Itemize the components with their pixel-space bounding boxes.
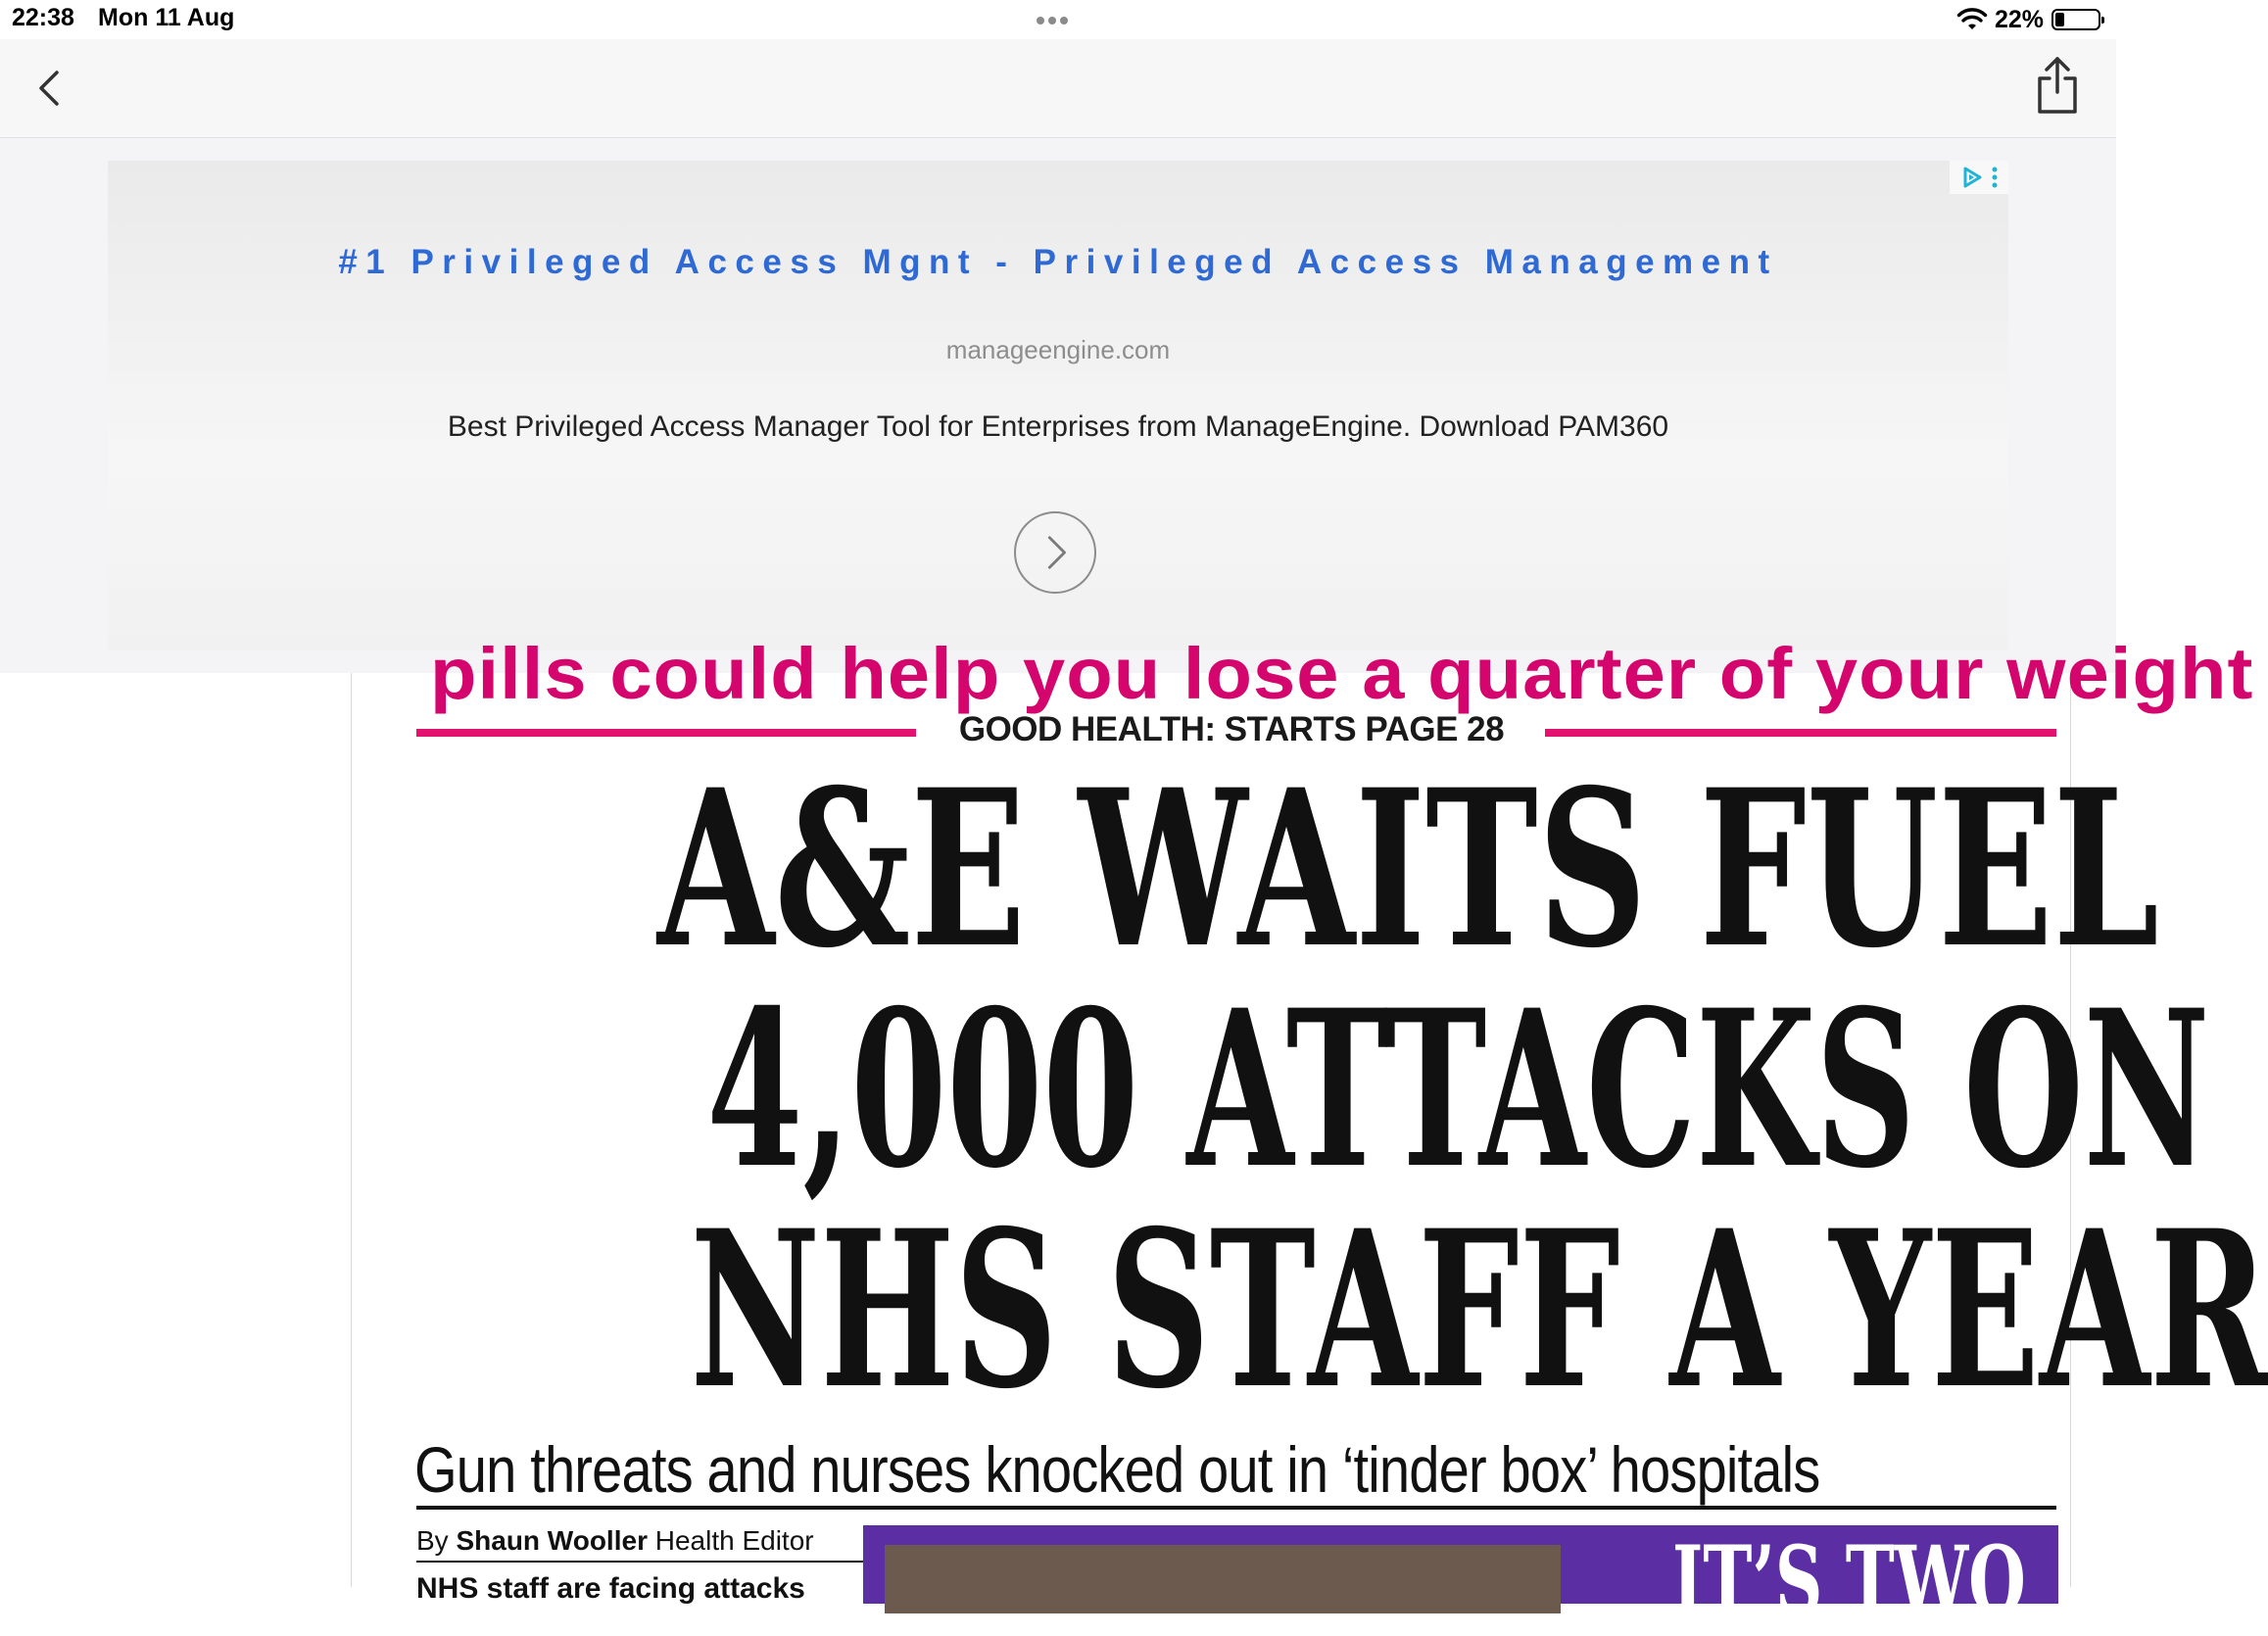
byline xyxy=(416,1525,814,1557)
share-icon xyxy=(2040,59,2075,112)
promo-photo xyxy=(885,1545,1561,1613)
ad-choices-button[interactable] xyxy=(1950,161,2008,194)
promo-strapline: pills could help you lose a quarter of your weight xyxy=(430,633,2254,714)
back-button[interactable] xyxy=(29,67,72,110)
promo-label: GOOD HEALTH: STARTS PAGE 28 xyxy=(958,710,1505,748)
byline-prefix: By xyxy=(416,1525,449,1556)
promo-box xyxy=(863,1525,2058,1636)
headline-line-1: A&E WAITS FUEL xyxy=(657,742,2159,995)
byline-author: Shaun Wooller xyxy=(456,1525,648,1556)
battery-icon xyxy=(2051,9,2100,30)
ad-choices-icon xyxy=(1960,166,1984,189)
ad-open-button[interactable] xyxy=(1014,511,1096,594)
nav-bar xyxy=(0,39,2116,138)
ad-card[interactable] xyxy=(108,161,2008,650)
subheadline-rule xyxy=(416,1506,2056,1510)
ad-description: Best Privileged Access Manager Tool for Enterprises from ManageEngine. Download PAM360 xyxy=(447,410,1669,443)
newspaper-front-page xyxy=(351,633,2268,1636)
article-body-start: NHS staff are facing attacks xyxy=(416,1572,805,1605)
share-button[interactable] xyxy=(2030,53,2085,118)
ad-domain: manageengine.com xyxy=(945,335,1171,364)
headline-line-2: 4,000 ATTACKS ON xyxy=(706,962,2210,1216)
status-indicators xyxy=(1957,4,2100,35)
status-date: Mon 11 Aug xyxy=(98,4,235,31)
status-bar xyxy=(0,0,2116,39)
wifi-icon xyxy=(1957,8,1987,31)
headline-line-3: NHS STAFF A YEAR xyxy=(690,1182,2268,1436)
ad-title-link[interactable]: #1 Privileged Access Mgnt - Privileged Access Management xyxy=(338,243,1778,281)
subheadline: Gun threats and nurses knocked out in ‘tinder box’ hospitals xyxy=(414,1433,1820,1506)
byline-role: Health Editor xyxy=(654,1525,814,1556)
battery-level-fill xyxy=(2055,13,2064,26)
status-time: 22:38 xyxy=(12,4,74,31)
ad-container xyxy=(0,138,2116,673)
promo-box-headline: IT’S TWO xyxy=(1672,1525,2026,1636)
promo-rule-left xyxy=(416,729,916,737)
more-vertical-icon xyxy=(1992,166,1998,189)
chevron-right-icon xyxy=(1049,538,1064,567)
chevron-left-icon xyxy=(41,72,57,104)
promo-rule-right xyxy=(1545,729,2056,737)
byline-rule xyxy=(416,1561,926,1563)
battery-percent: 22% xyxy=(1994,5,2044,33)
multitasking-dots-icon[interactable] xyxy=(1035,12,1070,29)
